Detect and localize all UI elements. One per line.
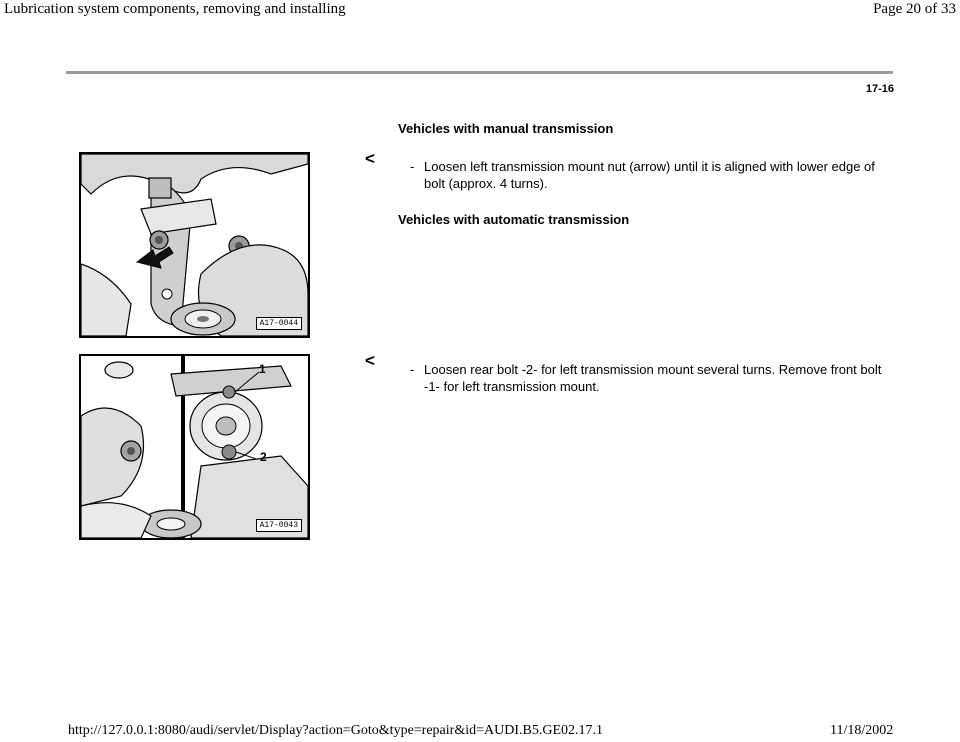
figure-transmission-mount-bolts [79, 354, 310, 540]
header-divider [66, 71, 893, 74]
step-text: Loosen left transmission mount nut (arrow) until it is aligned with lower edge of bolt (approx. 4 turns). [424, 159, 875, 191]
step-instruction [410, 361, 890, 395]
figure-code-label: A17-0043 [256, 519, 302, 532]
figure-pointer-icon: < [365, 351, 375, 370]
figure-pointer-icon: < [365, 149, 375, 168]
source-url[interactable]: http://127.0.0.1:8080/audi/servlet/Display?action=Goto&type=repair&id=AUDI.B5.GE02.17.1 [68, 723, 603, 738]
figure-illustration [81, 356, 308, 538]
callout-label-1: 1 [259, 362, 266, 376]
figure-illustration [81, 154, 308, 336]
step-text: Loosen rear bolt -2- for left transmission mount several turns. Remove front bolt -1- for left transmission mount. [424, 362, 882, 394]
section-heading-manual: Vehicles with manual transmission [398, 121, 614, 136]
section-heading-automatic: Vehicles with automatic transmission [398, 212, 630, 227]
footer-date: 11/18/2002 [830, 723, 894, 738]
step-dash: - [410, 362, 415, 377]
figure-code-label: A17-0044 [256, 317, 302, 330]
callout-label-2: 2 [260, 450, 267, 464]
step-dash: - [410, 159, 415, 174]
step-instruction [410, 158, 890, 192]
page-indicator: Page 20 of 33 [873, 1, 956, 17]
figure-transmission-mount-nut [79, 152, 310, 338]
document-title: Lubrication system components, removing and installing [4, 1, 346, 17]
page-number: 17-16 [865, 83, 894, 95]
